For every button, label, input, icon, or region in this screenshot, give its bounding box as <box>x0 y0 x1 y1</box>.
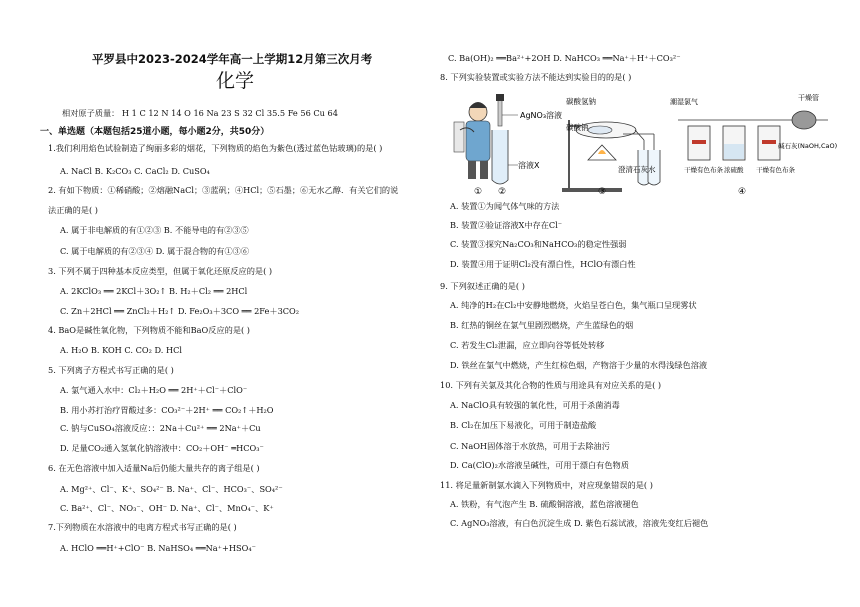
right-line: 10. 下列有关氯及其化合物的性质与用途具有对应关系的是( ) <box>440 380 662 390</box>
left-line: A. NaCl B. K₂CO₃ C. CaCl₂ D. CuSO₄ <box>60 166 210 176</box>
fig-num-1: ① <box>474 187 483 197</box>
fig-num-4: ④ <box>738 187 747 197</box>
right-line: A. 铁粉，有气泡产生 B. 硫酸铜溶液，蓝色溶液褪色 <box>450 499 639 509</box>
exam-title: 平罗县中2023-2024学年高一上学期12月第三次月考 <box>92 52 373 66</box>
figure-4-gas-bottles <box>678 111 828 160</box>
left-line: 法正确的是( ) <box>48 205 98 215</box>
label-agno3: AgNO₃溶液 <box>520 111 563 120</box>
right-line: C. 装置③探究Na₂CO₃和NaHCO₃的稳定性强弱 <box>450 239 627 249</box>
left-line: 4. BaO是碱性氧化物，下列物质不能和BaO反应的是( ) <box>48 325 251 335</box>
right-line: C. 若发生Cl₂泄漏，应立即向谷等低处转移 <box>450 340 605 350</box>
left-line: C. Ba²⁺、Cl⁻、NO₃⁻、OH⁻ D. Na⁺、Cl⁻、MnO₄⁻、K⁺ <box>60 503 274 513</box>
left-line: 6. 在无色溶液中加入适量Na后仍能大量共存的离子组是( ) <box>48 463 260 473</box>
label-dry-cloth-1: 干燥有色布条 <box>684 166 723 174</box>
label-conc-h2so4: 浓硫酸 <box>724 166 744 174</box>
atomic-masses: 相对原子质量： H 1 C 12 N 14 O 16 Na 23 S 32 Cl 35.5 Fe 56 Cu 64 <box>62 108 338 118</box>
left-line: C. Zn＋2HCl ══ ZnCl₂＋H₂↑ D. Fe₂O₃＋3CO ══ 2Fe＋3CO₂ <box>60 306 300 316</box>
experiment-apparatus-figure <box>438 90 838 200</box>
right-line: B. Cl₂在加压下易液化，可用于制造盐酸 <box>450 420 597 430</box>
section-heading: 一、单选题（本题包括25道小题，每小题2分，共50分） <box>40 127 270 137</box>
left-line: 3. 下列不属于四种基本反应类型，但属于氧化还原反应的是( ) <box>48 266 273 276</box>
q7-options-cd: C. Ba(OH)₂ ══Ba²⁺+2OH D. NaHCO₃ ══Na⁺＋H⁺＋CO₃²⁻ <box>448 53 681 63</box>
label-solution-x: 溶液X <box>518 161 540 170</box>
left-line: C. 属于电解质的有②③④ D. 属于混合物的有①③⑥ <box>60 246 250 256</box>
label-na2co3: 碳酸钠 <box>566 123 589 132</box>
left-line: 1.我们利用焰色试验制造了绚丽多彩的烟花，下列物质的焰色为紫色(透过蓝色钴玻璃)的是( ) <box>48 143 383 153</box>
left-line: A. 属于非电解质的有①②③ B. 不能导电的有②③⑤ <box>60 225 249 235</box>
left-line: A. 2KClO₃ ══ 2KCl＋3O₂↑ B. H₂＋Cl₂ ══ 2HCl <box>60 286 248 296</box>
label-nahco3: 碳酸氢钠 <box>566 97 596 106</box>
right-line: A. 装置①为闻气体气味的方法 <box>450 201 560 211</box>
right-line: D. 铁丝在氯气中燃烧，产生红棕色烟，产物溶于少量的水得浅绿色溶液 <box>450 360 708 370</box>
label-limewater: 澄清石灰水 <box>618 165 656 174</box>
right-line: C. AgNO₃溶液，有白色沉淀生成 D. 紫色石蕊试液，溶液先变红后褪色 <box>450 518 709 528</box>
right-line: 11. 将足量新制氯水滴入下列物质中，对应现象错误的是( ) <box>440 480 653 490</box>
left-line: 2. 有如下物质：①稀硝酸；②熔融NaCl；③蓝矾；④HCl；⑤石墨；⑥无水乙醇．有关它们的说 <box>48 185 399 195</box>
question-8: 8. 下列实验装置或实验方法不能达到实验目的的是( ) <box>440 72 632 82</box>
fig-num-2: ② <box>498 187 507 197</box>
right-line: D. 装置④用于证明Cl₂没有漂白性，HClO有漂白性 <box>450 259 636 269</box>
figure-1-person <box>454 102 490 179</box>
right-line: C. NaOH固体溶于水放热，可用于去除油污 <box>450 441 610 451</box>
right-line: A. 纯净的H₂在Cl₂中安静地燃烧，火焰呈苍白色，集气瓶口呈现雾状 <box>450 300 697 310</box>
left-line: A. 氯气通入水中：Cl₂＋H₂O ══ 2H⁺＋Cl⁻＋ClO⁻ <box>60 385 248 395</box>
left-line: A. HClO ══H⁺+ClO⁻ B. NaHSO₄ ══Na⁺+HSO₄⁻ <box>60 543 256 553</box>
figure-2-test-tube <box>492 94 518 184</box>
right-line: B. 装置②验证溶液X中存在Cl⁻ <box>450 220 563 230</box>
left-line: C. 钠与CuSO₄溶液反应：：2Na＋Cu²⁺ ══ 2Na⁺＋Cu <box>60 423 261 433</box>
fig-num-3: ③ <box>598 187 607 197</box>
left-line: A. H₂O B. KOH C. CO₂ D. HCl <box>60 345 182 355</box>
right-line: D. Ca(ClO)₂水溶液呈碱性，可用于漂白有色物质 <box>450 460 629 470</box>
label-dry-tube: 干燥管 <box>798 94 819 102</box>
left-line: 5. 下列离子方程式书写正确的是( ) <box>48 365 174 375</box>
left-line: 7.下列物质在水溶液中的电离方程式书写正确的是( ) <box>48 522 237 532</box>
label-wet-cl2: 潮湿氯气 <box>670 98 698 106</box>
left-line: A. Mg²⁺、Cl⁻、K⁺、SO₄²⁻ B. Na⁺、Cl⁻、HCO₃⁻、SO₄²⁻ <box>60 484 283 494</box>
label-soda-lime: 碱石灰(NaOH,CaO) <box>778 142 838 150</box>
label-dry-cloth-2: 干燥有色布条 <box>756 166 795 174</box>
subject-title: 化学 <box>216 70 255 92</box>
left-line: B. 用小苏打治疗胃酸过多：CO₃²⁻＋2H⁺ ══ CO₂↑＋H₂O <box>60 405 274 415</box>
left-line: D. 足量CO₂通入氢氧化钠溶液中：CO₂＋OH⁻ ═HCO₃⁻ <box>60 443 264 453</box>
right-line: 9. 下列叙述正确的是( ) <box>440 281 525 291</box>
right-line: B. 红热的铜丝在氯气里剧烈燃烧，产生蓝绿色的烟 <box>450 320 634 330</box>
right-line: A. NaClO具有较强的氧化性，可用于杀菌消毒 <box>450 400 620 410</box>
